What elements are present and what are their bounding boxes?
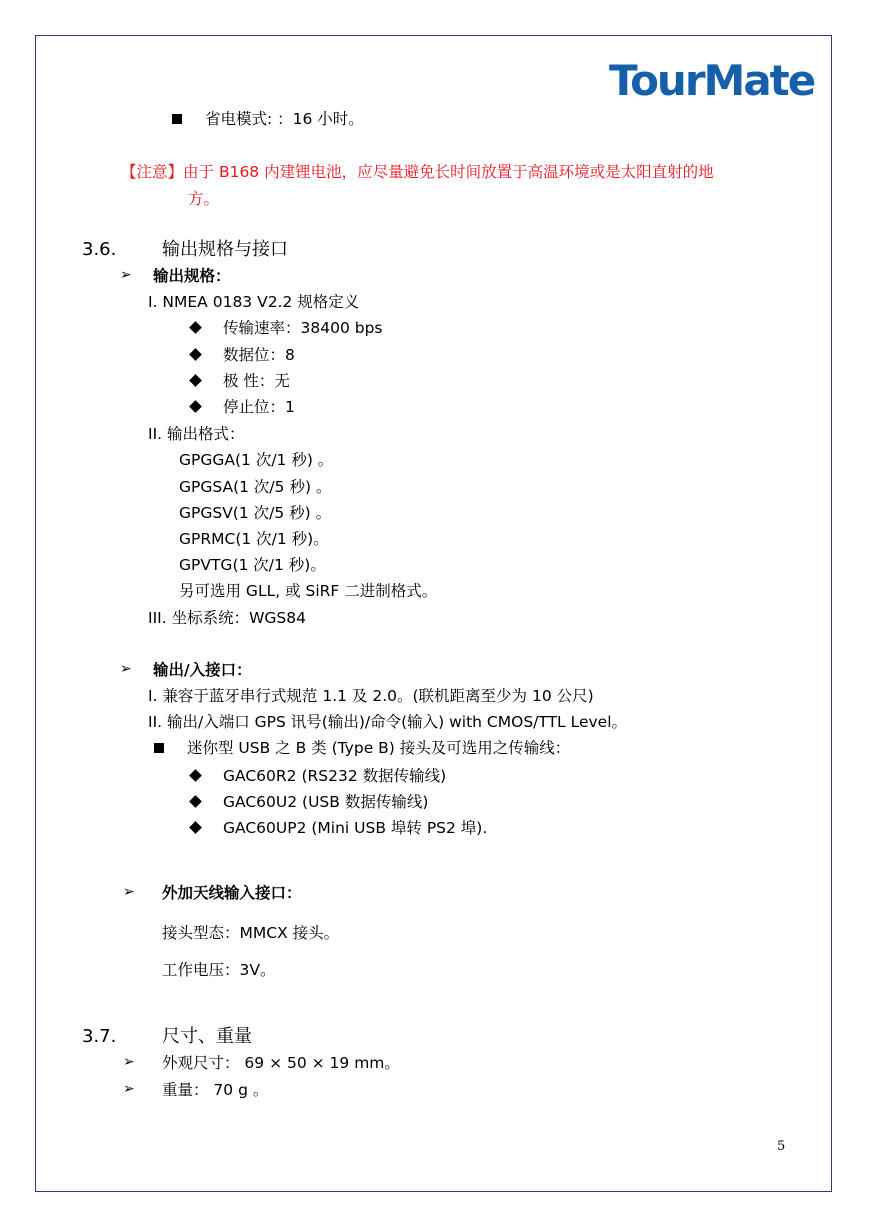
- note-text: 由于 B168 内建锂电池，应尽量避免长时间放置于高温环境或是太阳直射的地: [183, 163, 714, 181]
- io-port-item: II. 输出/入端口 GPS 讯号(输出)/命令(输入) with CMOS/TTL Level。: [148, 713, 628, 731]
- antenna-voltage: 工作电压：3V。: [162, 961, 276, 979]
- format-gpgsv: GPGSV(1 次/5 秒) 。: [179, 504, 332, 522]
- weight-text: 重量： 70 g 。: [162, 1081, 269, 1099]
- note-line-2: 方。: [188, 190, 220, 208]
- usb-item: 迷你型 USB 之 B 类 (Type B) 接头及可选用之传输线：: [187, 739, 571, 757]
- format-gpvtg: GPVTG(1 次/1 秒)。: [179, 556, 326, 574]
- section-36-title: 输出规格与接口: [162, 239, 288, 260]
- note-prefix: 【注意】: [121, 163, 184, 181]
- cable-ps2: GAC60UP2 (Mini USB 埠转 PS2 埠).: [223, 819, 488, 837]
- param-stop-bit: 停止位：1: [223, 398, 295, 416]
- page-number: 5: [777, 1139, 786, 1154]
- param-parity: 极 性：无: [223, 372, 290, 390]
- power-saving-text: 省电模式: ：16 小时。: [205, 110, 364, 128]
- param-baud: 传输速率：38400 bps: [223, 319, 383, 337]
- io-port-heading: 输出/入接口：: [153, 661, 252, 679]
- arrow-bullet-icon: ➢: [120, 267, 132, 283]
- format-gprmc: GPRMC(1 次/1 秒)。: [179, 530, 329, 548]
- coordinate-system-item: III. 坐标系统：WGS84: [148, 609, 306, 627]
- section-36-number: 3.6.: [82, 239, 117, 260]
- square-bullet-icon: [172, 114, 182, 124]
- format-optional: 另可选用 GLL, 或 SiRF 二进制格式。: [179, 582, 438, 600]
- cable-rs232: GAC60R2 (RS232 数据传输线): [223, 767, 447, 785]
- arrow-bullet-icon: ➢: [123, 884, 135, 900]
- antenna-connector: 接头型态：MMCX 接头。: [162, 924, 340, 942]
- output-spec-heading: 输出规格：: [153, 267, 231, 285]
- format-gpgsa: GPGSA(1 次/5 秒) 。: [179, 478, 332, 496]
- bluetooth-item: I. 兼容于蓝牙串行式规范 1.1 及 2.0。(联机距离至少为 10 公尺): [148, 687, 594, 705]
- note-line-1: [121, 162, 714, 182]
- tourmate-logo: TourMate: [609, 56, 815, 105]
- square-bullet-icon: [154, 743, 164, 753]
- arrow-bullet-icon: ➢: [123, 1081, 135, 1097]
- format-gpgga: GPGGA(1 次/1 秒) 。: [179, 451, 334, 469]
- antenna-heading: 外加天线输入接口：: [162, 884, 302, 902]
- cable-usb: GAC60U2 (USB 数据传输线): [223, 793, 429, 811]
- nmea-item: I. NMEA 0183 V2.2 规格定义: [148, 293, 360, 311]
- param-data-bits: 数据位：8: [223, 346, 295, 364]
- output-format-item: II. 输出格式：: [148, 425, 245, 443]
- section-37-number: 3.7.: [82, 1026, 117, 1047]
- section-37-title: 尺寸、重量: [162, 1026, 252, 1047]
- arrow-bullet-icon: ➢: [123, 1054, 135, 1070]
- dimensions-text: 外观尺寸： 69 × 50 × 19 mm。: [162, 1054, 400, 1072]
- arrow-bullet-icon: ➢: [120, 661, 132, 677]
